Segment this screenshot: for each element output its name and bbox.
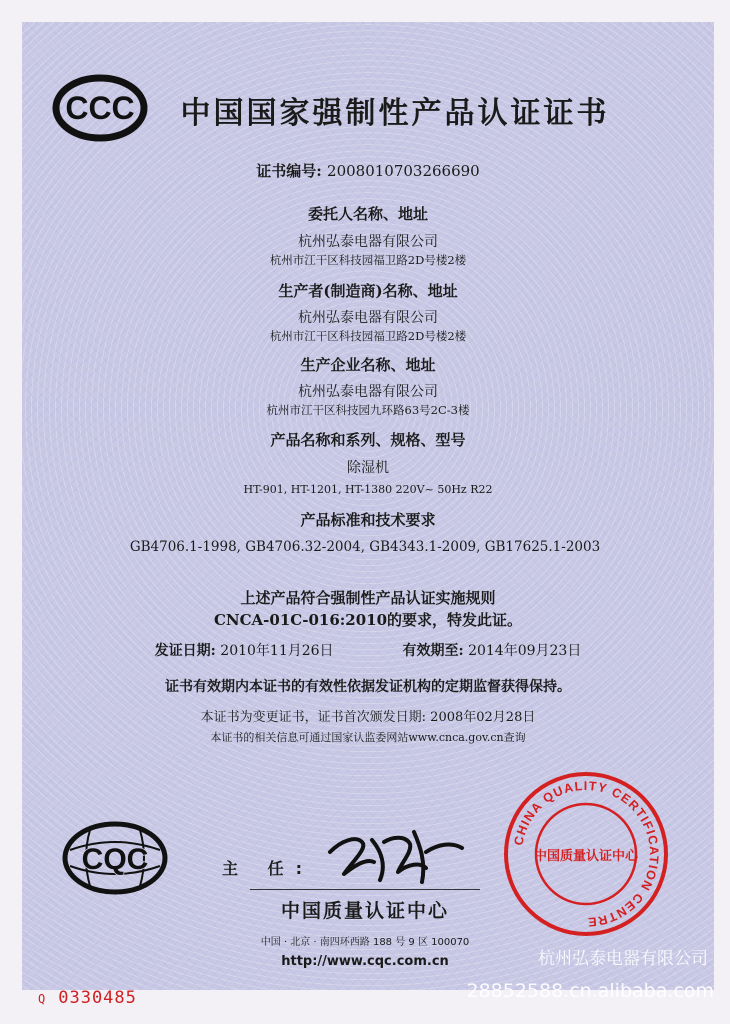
issuer-address: 中国 · 北京 · 南四环西路 188 号 9 区 100070 <box>260 937 470 948</box>
company-watermark: 杭州弘泰电器有限公司 <box>538 949 708 969</box>
serial-prefix: Q <box>38 992 47 1006</box>
change-note: 本证书为变更证书，证书首次颁发日期: 2008年02月28日 <box>200 710 536 725</box>
director-label: 主 任: <box>222 859 314 878</box>
manufacturer-name: 杭州弘泰电器有限公司 <box>298 310 438 326</box>
issuer-url: http://www.cqc.com.cn <box>281 954 449 969</box>
product-name: 除湿机 <box>347 460 389 476</box>
seal-outer-text: CHINA QUALITY CERTIFICATION CENTRE <box>511 778 662 930</box>
applicant-address: 杭州市江干区科技园福卫路2D号楼2楼 <box>269 253 467 267</box>
valid-until-label: 有效期至: <box>402 643 464 659</box>
standards-text: GB4706.1-1998, GB4706.32-2004, GB4343.1-2009, GB17625.1-2003 <box>129 539 601 555</box>
issue-date: 2010年11月26日 <box>220 643 334 659</box>
applicant-name: 杭州弘泰电器有限公司 <box>298 234 438 250</box>
issuer-name: 中国质量认证中心 <box>280 900 449 922</box>
ccc-logo-text: CCC <box>65 90 135 126</box>
query-note: 本证书的相关信息可通过国家认监委网站www.cnca.gov.cn查询 <box>210 731 526 744</box>
signature-line <box>250 889 480 890</box>
conformity-line-2: CNCA-01C-016:2010的要求，特发此证。 <box>213 611 523 629</box>
cqc-logo-text: CQC <box>81 843 149 876</box>
certificate-number-label: 证书编号: <box>256 162 322 180</box>
serial-value: 0330485 <box>58 988 137 1008</box>
factory-address: 杭州市江干区科技园九环路63号2C-3楼 <box>266 403 470 417</box>
conformity-line-1: 上述产品符合强制性产品认证实施规则 <box>240 589 496 607</box>
standards-heading: 产品标准和技术要求 <box>300 511 436 529</box>
certificate-number <box>22 160 714 181</box>
product-models: HT-901, HT-1201, HT-1380 220V~ 50Hz R22 <box>243 483 493 496</box>
product-heading: 产品名称和系列、规格、型号 <box>270 431 466 449</box>
valid-until-date: 2014年09月23日 <box>468 643 582 659</box>
manufacturer-address: 杭州市江干区科技园福卫路2D号楼2楼 <box>269 329 467 343</box>
validity-note: 证书有效期内本证书的有效性依据发证机构的定期监督获得保持。 <box>165 679 571 695</box>
serial-number <box>38 988 137 1008</box>
factory-heading: 生产企业名称、地址 <box>300 356 436 374</box>
factory-name: 杭州弘泰电器有限公司 <box>298 384 438 400</box>
seal-inner-text: 中国质量认证中心 <box>533 849 639 864</box>
ccc-logo <box>52 72 148 144</box>
official-seal <box>502 770 670 938</box>
site-watermark: 28852588.cn.alibaba.com <box>466 980 714 1002</box>
dates-row <box>22 640 714 660</box>
cqc-logo <box>60 820 170 896</box>
certificate-number-value: 2008010703266690 <box>327 162 480 180</box>
applicant-heading: 委托人名称、地址 <box>307 205 428 223</box>
director-signature <box>322 822 470 888</box>
manufacturer-heading: 生产者(制造商)名称、地址 <box>278 282 458 300</box>
issue-date-label: 发证日期: <box>154 643 216 659</box>
certificate-title: 中国国家强制性产品认证证书 <box>180 96 610 131</box>
